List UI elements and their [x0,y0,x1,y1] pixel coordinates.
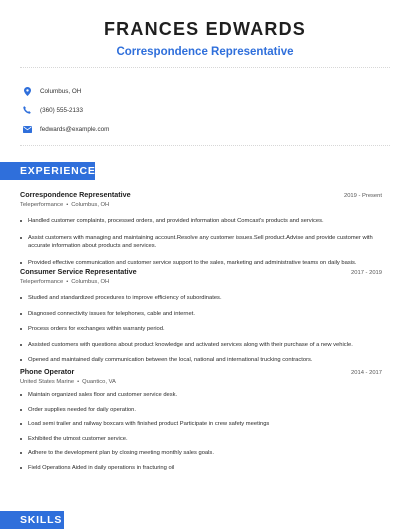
list-item: Load semi trailer and railway boxcars with finished product Participate in crew safety meetings [20,420,382,429]
contact-location [20,82,390,100]
job-dates: 2017 - 2019 [351,270,382,276]
resume-header [0,0,410,59]
list-item: Provided effective communication and customer service support to the sales, marketing and administrative teams on daily basis. [20,259,382,268]
experience-entry [20,367,382,472]
job-company: Teleperformance [20,279,64,285]
job-title: Correspondence Representative [20,190,131,199]
contact-phone [20,101,390,119]
contact-location-text: Columbus, OH [40,87,82,95]
list-item: Opened and maintained daily communication between the local, national and international trucking contractors. [20,356,382,365]
job-company: Teleperformance [20,202,64,208]
list-item: Adhere to the development plan by closing meeting monthly sales goals. [20,449,382,458]
list-item: Exhibited the utmost customer service. [20,435,382,444]
list-item: Assisted customers with questions about product knowledge and activated services along with their purchase of a new vehicle. [20,341,382,350]
list-item: Assist customers with managing and maintaining account.Resolve any customer issues.Sell product.Advise and provide customer with accurate information about products and services. [20,234,382,251]
job-dates: 2019 - Present [343,193,382,199]
contact-list [20,82,390,139]
candidate-title: Correspondence Representative [116,46,294,58]
experience-entry [20,190,382,267]
experience-entry [20,267,382,365]
job-location: Columbus, OH [71,279,110,285]
job-title: Consumer Service Representative [20,267,137,276]
contact-divider [20,145,390,146]
section-heading-experience: EXPERIENCE [0,162,95,180]
job-location: Quantico, VA [82,379,116,385]
list-item: Studied and standardized procedures to improve efficiency of subordinates. [20,294,382,303]
email-icon [22,124,32,134]
location-pin-icon [22,86,32,96]
job-title: Phone Operator [20,367,75,376]
contact-email [20,120,390,138]
job-bullets [20,391,382,472]
list-item: Handled customer complaints, processed orders, and provided information about Comcast's products and services. [20,217,382,226]
candidate-name: FRANCES EDWARDS [103,19,306,39]
job-company-line: United States Marine • Quantico, VA [20,379,116,385]
job-dates: 2014 - 2017 [351,370,382,376]
list-item: Diagnosed connectivity issues for telephones, cable and internet. [20,310,382,319]
job-location: Columbus, OH [71,202,110,208]
job-bullets [20,217,382,267]
list-item: Maintain organized sales floor and customer service desk. [20,391,382,400]
phone-icon [22,105,32,115]
job-company-line: Teleperformance • Columbus, OH [20,202,110,208]
section-heading-skills: SKILLS [0,511,64,529]
job-bullets [20,294,382,365]
list-item: Field Operations Aided in daily operations in fracturing oil [20,464,382,473]
job-company: United States Marine [20,379,75,385]
contact-email-text: fedwards@example.com [40,125,110,133]
header-divider [20,67,390,68]
list-item: Process orders for exchanges within warranty period. [20,325,382,334]
contact-phone-text: (360) 555-2133 [40,106,84,114]
job-company-line: Teleperformance • Columbus, OH [20,279,110,285]
list-item: Order supplies needed for daily operation. [20,406,382,415]
